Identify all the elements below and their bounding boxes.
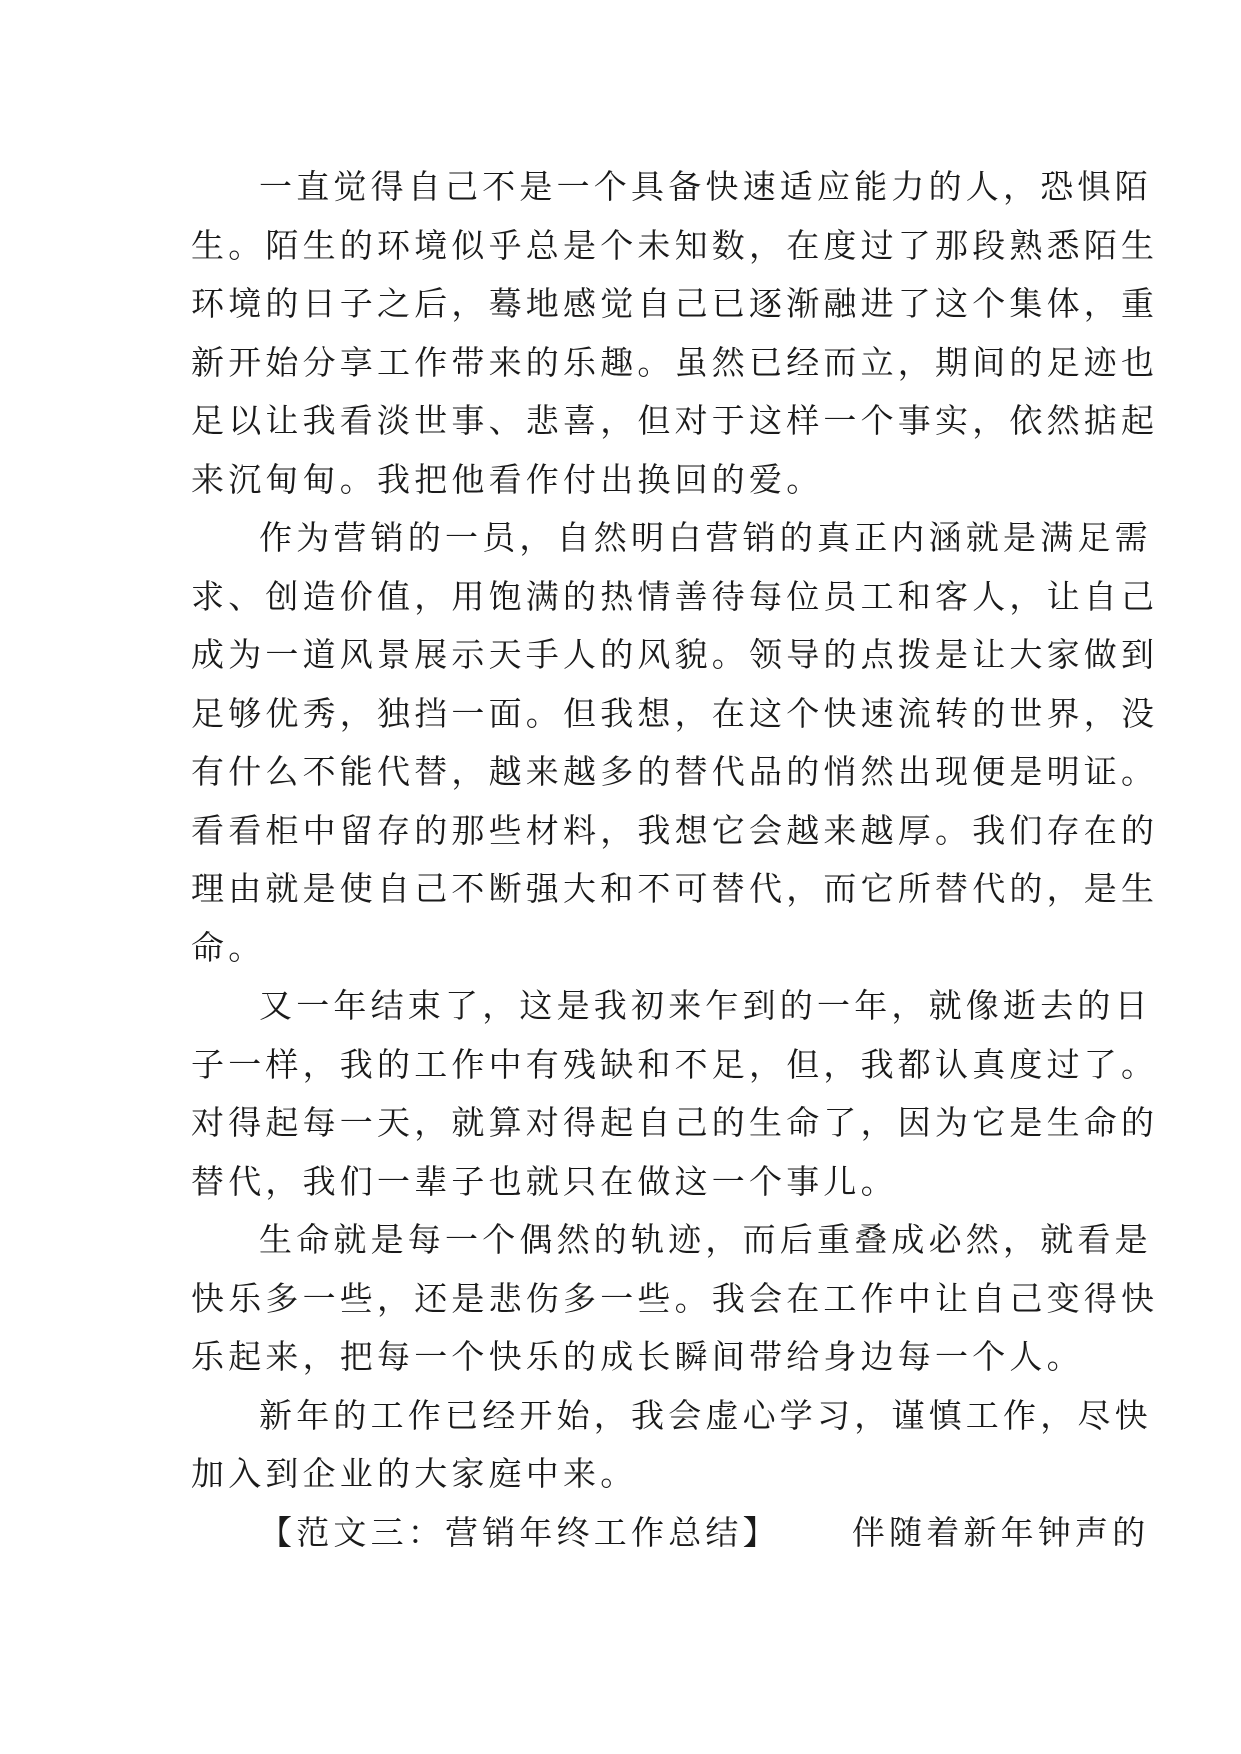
section-heading-tail: 伴随着新年钟声的: [851, 1512, 1150, 1552]
paragraph-line: 足以让我看淡世事、悲喜，但对于这样一个事实，依然掂起: [191, 401, 1159, 440]
paragraph-line: 命。: [191, 927, 266, 967]
paragraph-line: 求、创造价值，用饱满的热情善待每位员工和客人，让自己: [191, 576, 1159, 616]
paragraph-line: 一直觉得自己不是一个具备快速适应能力的人，恐惧陌: [259, 167, 1152, 206]
paragraph-line: 有什么不能代替，越来越多的替代品的悄然出现便是明证。: [191, 752, 1159, 791]
paragraph-line: 加入到企业的大家庭中来。: [191, 1454, 638, 1493]
paragraph-line: 快乐多一些，还是悲伤多一些。我会在工作中让自己变得快: [191, 1278, 1159, 1318]
paragraph-line: 看看柜中留存的那些材料，我想它会越来越厚。我们存在的: [191, 810, 1159, 850]
paragraph-line: 作为营销的一员，自然明白营销的真正内涵就是满足需: [259, 518, 1152, 557]
paragraph-line: 新年的工作已经开始，我会虚心学习，谨慎工作，尽快: [259, 1395, 1152, 1435]
paragraph-line: 足够优秀，独挡一面。但我想，在这个快速流转的世界，没: [191, 693, 1159, 733]
paragraph-line: 替代，我们一辈子也就只在做这一个事儿。: [191, 1161, 898, 1201]
paragraph-line: 子一样，我的工作中有残缺和不足，但，我都认真度过了。: [191, 1044, 1159, 1084]
paragraph-line: 新开始分享工作带来的乐趣。虽然已经而立，期间的足迹也: [191, 342, 1159, 382]
paragraph-line: 乐起来，把每一个快乐的成长瞬间带给身边每一个人。: [191, 1337, 1084, 1376]
section-heading: 【范文三：营销年终工作总结】: [259, 1512, 780, 1552]
paragraph-line: 成为一道风景展示天手人的风貌。领导的点拨是让大家做到: [191, 635, 1159, 674]
paragraph-line: 环境的日子之后，蓦地感觉自己已逐渐融进了这个集体，重: [191, 284, 1159, 323]
paragraph-line: 又一年结束了，这是我初来乍到的一年，就像逝去的日: [259, 986, 1152, 1025]
paragraph-line: 理由就是使自己不断强大和不可替代，而它所替代的，是生: [191, 869, 1159, 908]
document-body: [191, 158, 1159, 1562]
paragraph-line: 生命就是每一个偶然的轨迹，而后重叠成必然，就看是: [259, 1220, 1152, 1259]
paragraph-line: 生。陌生的环境似乎总是个未知数，在度过了那段熟悉陌生: [191, 225, 1159, 265]
section-heading-line: [191, 1504, 1150, 1563]
paragraph-line: 来沉甸甸。我把他看作付出换回的爱。: [191, 459, 824, 499]
paragraph-line: 对得起每一天，就算对得起自己的生命了，因为它是生命的: [191, 1103, 1159, 1142]
